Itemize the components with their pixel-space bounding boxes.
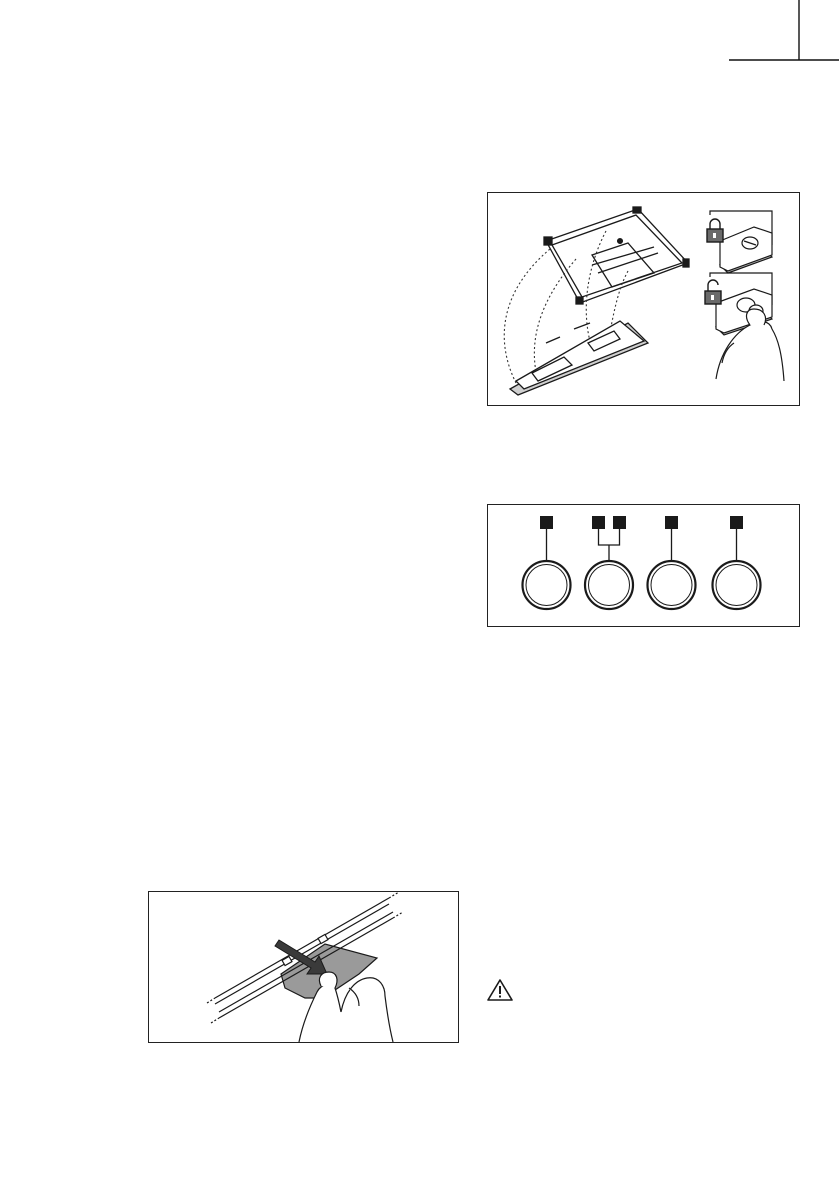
knob-marker — [665, 516, 678, 529]
filter-removal-illustration — [487, 192, 800, 406]
control-knobs-illustration — [487, 504, 800, 627]
rail-clip — [318, 934, 328, 943]
knob-marker — [613, 516, 626, 529]
locked-padlock-icon — [707, 219, 723, 242]
locked-latch-detail — [720, 227, 772, 273]
leader-lines — [547, 529, 737, 563]
grease-filter-panel — [510, 321, 648, 395]
control-knob-1 — [523, 561, 571, 609]
knob-marker — [592, 516, 605, 529]
shelf-insert-illustration — [148, 891, 459, 1043]
unlocked-padlock-icon — [705, 280, 721, 304]
control-knob-4 — [713, 561, 761, 609]
knob-marker — [540, 516, 553, 529]
control-knob-2 — [585, 561, 633, 609]
control-knob-3 — [648, 561, 696, 609]
warning-triangle-icon — [486, 978, 514, 1002]
hood-frame — [544, 207, 689, 304]
knob-marker — [730, 516, 743, 529]
